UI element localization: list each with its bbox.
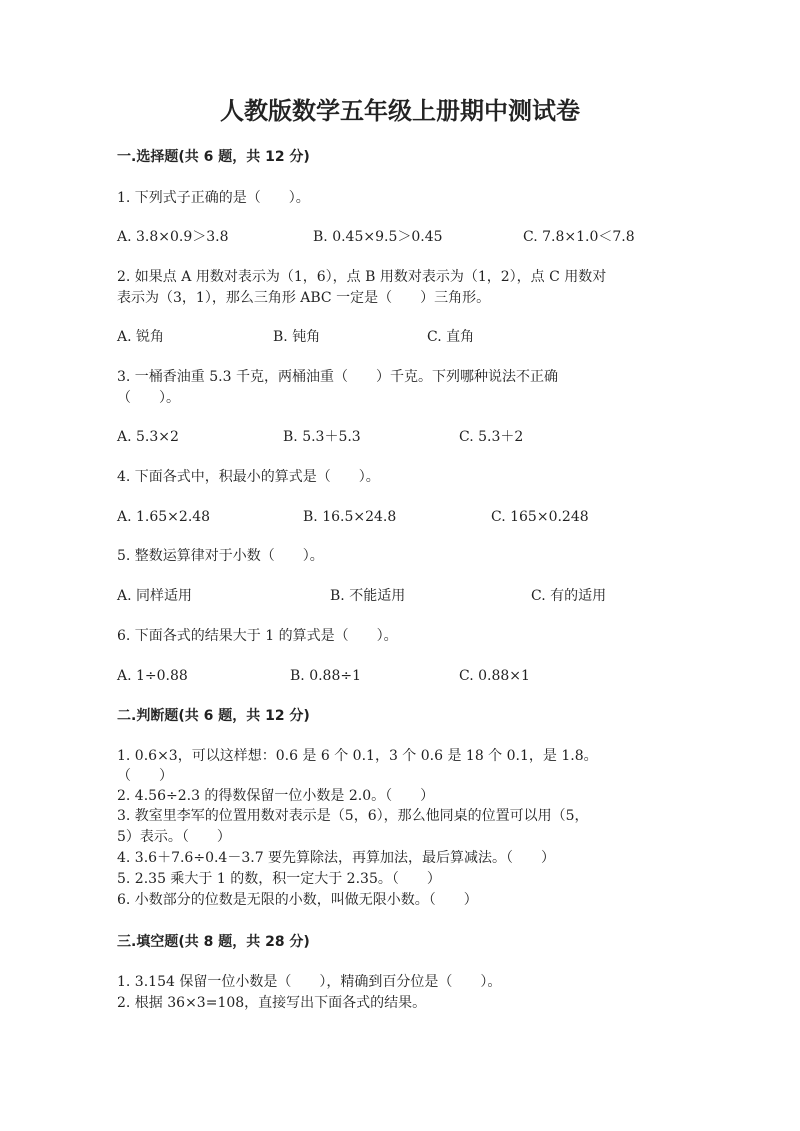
question-text: 1. 下列式子正确的是（ ）。 [117,190,310,206]
option-c: C. 7.8×1.0＜7.8 [523,229,635,245]
statement-line: 2. 4.56÷2.3 的得数保留一位小数是 2.0。（ ） [117,788,435,804]
option-b: B. 不能适用 [330,588,406,604]
option-b: B. 钝角 [273,329,321,345]
question-text: 5. 整数运算律对于小数（ ）。 [117,548,324,564]
statement-line: 3. 教室里李军的位置用数对表示是（5，6），那么他同桌的位置可以用（5， [117,808,589,824]
option-a: A. 锐角 [117,329,165,345]
option-b: B. 5.3＋5.3 [283,429,361,445]
option-c: C. 有的适用 [531,588,607,604]
page-title: 人教版数学五年级上册期中测试卷 [220,97,580,125]
question-text: 3. 一桶香油重 5.3 千克，两桶油重（ ）千克。下列哪种说法不正确 [117,369,558,385]
option-a: A. 同样适用 [117,588,193,604]
option-c: C. 165×0.248 [491,509,589,525]
statement-line: 4. 3.6＋7.6÷0.4－3.7 要先算除法，再算加法，最后算减法。（ ） [117,850,556,866]
question-text: 2. 如果点 A 用数对表示为（1，6），点 B 用数对表示为（1，2），点 C 用数对 [117,269,607,285]
option-c: C. 0.88×1 [459,668,530,684]
question-text: 1. 3.154 保留一位小数是（ ），精确到百分位是（ ）。 [117,974,502,990]
statement-line: 5）表示。（ ） [117,829,231,845]
statement-line: 5. 2.35 乘大于 1 的数，积一定大于 2.35。（ ） [117,871,441,887]
question-text: 表示为（3，1），那么三角形 ABC 一定是（ ）三角形。 [117,290,491,306]
question-text: 2. 根据 36×3=108，直接写出下面各式的结果。 [117,995,427,1011]
option-a: A. 1÷0.88 [117,668,188,684]
statement-line: 1. 0.6×3，可以这样想：0.6 是 6 个 0.1，3 个 0.6 是 18 个 0.1，是 1.8。 [117,748,598,764]
option-a: A. 3.8×0.9＞3.8 [117,229,229,245]
option-c: C. 直角 [427,329,475,345]
option-b: B. 16.5×24.8 [303,509,397,525]
section-heading-choice: 一.选择题(共 6 题，共 12 分) [117,149,310,165]
statement-line: 6. 小数部分的位数是无限的小数，叫做无限小数。（ ） [117,892,478,908]
question-text: 6. 下面各式的结果大于 1 的算式是（ ）。 [117,628,398,644]
option-c: C. 5.3＋2 [459,429,524,445]
section-heading-fill-blank: 三.填空题(共 8 题，共 28 分) [117,934,310,950]
statement-line: （ ） [117,768,173,784]
question-text: （ ）。 [117,390,180,406]
option-a: A. 1.65×2.48 [117,509,211,525]
section-heading-judgement: 二.判断题(共 6 题，共 12 分) [117,708,310,724]
option-b: B. 0.45×9.5＞0.45 [313,229,443,245]
option-a: A. 5.3×2 [117,429,179,445]
question-text: 4. 下面各式中，积最小的算式是（ ）。 [117,469,380,485]
option-b: B. 0.88÷1 [290,668,361,684]
